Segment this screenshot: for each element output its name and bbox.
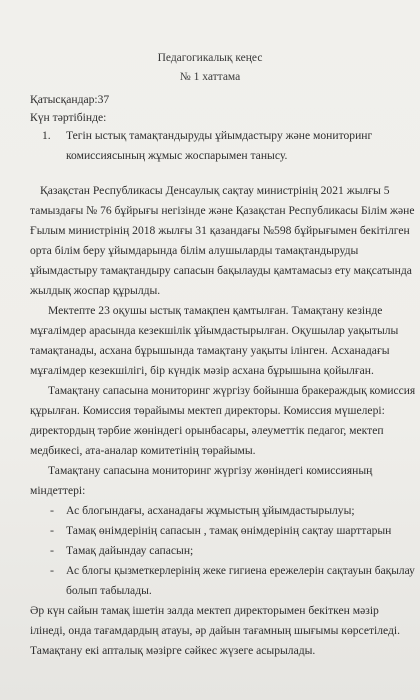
list-bullet-dash: - [50, 543, 54, 557]
paragraph-line: міндеттері: [30, 484, 86, 497]
closing-line: Әр күн сайын тамақ ішетін залда мектеп директорымен бекіткен мәзір [30, 604, 379, 617]
duty-list-item: Ас блогындағы, асханадағы жұмыстың ұйымдастырылуы; [66, 504, 355, 517]
duty-list-item: Тамақ өнімдерінің сапасын , тамақ өнімдерінің сақтау шарттарын [66, 524, 392, 537]
paragraph-line: ұйымдастыру тамақтандыру сапасын бақылауды қамтамасыз ету мақсатында [30, 264, 412, 277]
paragraph-line: құрылған. Комиссия төрайымы мектеп директоры. Комиссия мүшелері: [30, 404, 385, 417]
duty-list-item: Тамақ дайындау сапасын; [66, 544, 194, 557]
paragraph-line: Ғылым министрінің 2018 жылғы 31 қазандағы №598 бұйрығымен бекітілген [30, 224, 410, 237]
paragraph-line: Тамақтану сапасына мониторинг жүргізу бойынша бракераждық комиссия [48, 384, 416, 397]
agenda-item-line: Тегін ыстық тамақтандыруды ұйымдастыру және мониторинг [66, 129, 373, 142]
protocol-number: № 1 хаттама [179, 71, 241, 83]
paragraph-line: мұғалімдер кезекшілігі, бір күндік мәзір асхана бұрышына қойылған. [30, 364, 374, 377]
agenda-label: Күн тәртібінде: [30, 111, 107, 124]
paragraph-line: жылдық жоспар құрылды. [30, 284, 161, 297]
agenda-item-line: комиссиясының жұмыс жоспарымен танысу. [66, 149, 288, 162]
paragraph-line: орта білім беру ұйымдарында білім алушыларды тамақтандыруды [30, 244, 359, 257]
paragraph-line: директордың тәрбие жөніндегі орынбасары, әлеуметтік педагог, мектеп [30, 424, 384, 437]
paragraph-line: тамақтанады, асхана бұрышында тамақтану уақыты ілінген. Асханадағы [30, 344, 390, 357]
list-bullet-dash: - [50, 563, 54, 577]
document-title: Педагогикалық кеңес [157, 52, 263, 64]
paragraph-line: Мектепте 23 оқушы ыстық тамақпен қамтылған. Тамақтану кезінде [48, 304, 383, 317]
paragraph-line: тамыздағы № 76 бұйрығы негізінде және Қазақстан Республикасы Білім және [30, 204, 415, 217]
paragraph-line: Қазақстан Республикасы Денсаулық сақтау министрінің 2021 жылғы 5 [40, 184, 390, 197]
duty-list-item: Ас блогы қызметкерлерінің жеке гигиена ережелерін сақтауын бақылау [66, 564, 415, 577]
agenda-item-number: 1. [42, 129, 51, 142]
closing-line: Тамақтану екі апталық мәзірге сәйкес жүзеге асырылады. [30, 644, 316, 657]
closing-line: ілінеді, онда тағамдардың атауы, әр дайын тағамның шығымы көрсетіледі. [30, 624, 401, 637]
paragraph-line: Тамақтану сапасына мониторинг жүргізу жөніндегі комиссияның [48, 464, 373, 477]
list-bullet-dash: - [50, 503, 54, 517]
paragraph-line: мұғалімдер арасында кезекшілік ұйымдастырылған. Оқушылар уақытылы [30, 324, 399, 337]
duty-list-item-continuation: болып табылады. [66, 584, 152, 597]
list-bullet-dash: - [50, 523, 54, 537]
paragraph-line: медбикесі, ата-аналар комитетінің төрайымы. [30, 444, 256, 457]
attendees-count: Қатысқандар:37 [30, 93, 110, 106]
